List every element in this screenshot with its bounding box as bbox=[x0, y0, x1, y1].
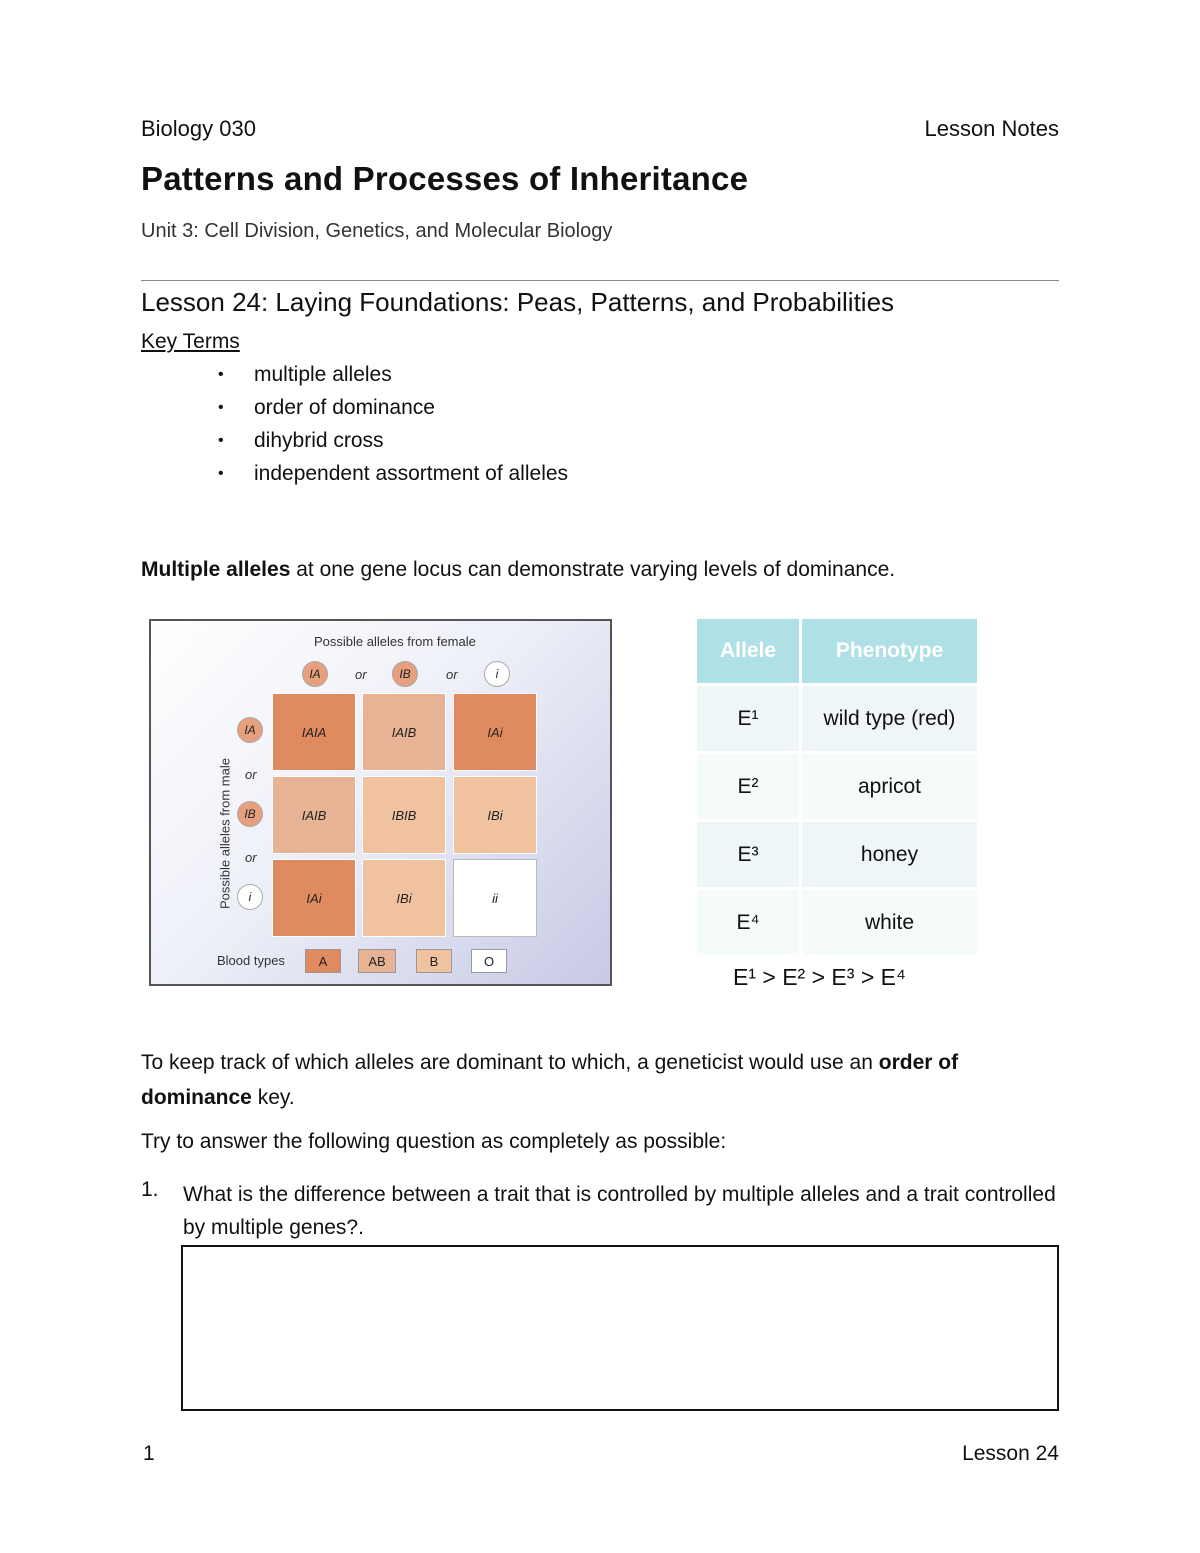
course-name: Biology 030 bbox=[141, 116, 256, 141]
female-alleles-label: Possible alleles from female bbox=[314, 634, 476, 649]
table-row bbox=[697, 753, 977, 821]
bullet: • bbox=[218, 432, 224, 449]
punnett-cell: IBIB bbox=[362, 776, 446, 854]
question-text: What is the difference between a trait that is controlled by multiple alleles and a trait controlled by multiple genes?. bbox=[183, 1183, 1056, 1239]
table-row bbox=[697, 889, 977, 956]
term: independent assortment of alleles bbox=[254, 462, 569, 485]
punnett-cell: IAi bbox=[272, 859, 356, 937]
document-type: Lesson Notes bbox=[924, 116, 1059, 141]
bullet: • bbox=[218, 399, 224, 416]
or-label: or bbox=[245, 767, 257, 782]
page-number: 1 bbox=[143, 1442, 155, 1465]
page-title: Patterns and Processes of Inheritance bbox=[141, 160, 749, 197]
unit-subtitle: Unit 3: Cell Division, Genetics, and Molecular Biology bbox=[141, 220, 613, 242]
answer-box[interactable] bbox=[181, 1245, 1059, 1411]
divider bbox=[141, 280, 1059, 281]
punnett-cell: IBi bbox=[453, 776, 537, 854]
table-row bbox=[697, 685, 977, 753]
or-label: or bbox=[446, 667, 458, 682]
key-terms-list bbox=[218, 360, 568, 492]
list-item bbox=[218, 393, 568, 426]
list-item bbox=[218, 426, 568, 459]
dominance-part2: key. bbox=[251, 1086, 295, 1109]
allele-cell: E² bbox=[697, 753, 801, 821]
male-allele-i: i bbox=[237, 884, 263, 910]
punnett-square-figure bbox=[149, 619, 612, 986]
footer-lesson: Lesson 24 bbox=[962, 1442, 1059, 1465]
table-row bbox=[697, 821, 977, 889]
list-item bbox=[218, 459, 568, 492]
allele-table bbox=[697, 619, 977, 955]
allele-cell: E⁴ bbox=[697, 889, 801, 956]
dominance-bold: order of dominance bbox=[141, 1051, 959, 1109]
phenotype-cell: apricot bbox=[801, 753, 978, 821]
or-label: or bbox=[355, 667, 367, 682]
bullet: • bbox=[218, 465, 224, 482]
column-header: Allele bbox=[697, 619, 801, 685]
punnett-cell: IAIB bbox=[362, 693, 446, 771]
punnett-cell: IAIB bbox=[272, 776, 356, 854]
term: dihybrid cross bbox=[254, 429, 384, 452]
lesson-title: Lesson 24: Laying Foundations: Peas, Patterns, and Probabilities bbox=[141, 287, 895, 317]
column-header: Phenotype bbox=[801, 619, 978, 685]
list-item bbox=[218, 360, 568, 393]
female-allele-IA: IA bbox=[302, 661, 328, 687]
phenotype-cell: honey bbox=[801, 821, 978, 889]
phenotype-cell: wild type (red) bbox=[801, 685, 978, 753]
allele-cell: E³ bbox=[697, 821, 801, 889]
dominance-paragraph bbox=[141, 1045, 1061, 1115]
intro-rest: at one gene locus can demonstrate varying levels of dominance. bbox=[290, 558, 896, 581]
male-allele-IB: IB bbox=[237, 801, 263, 827]
allele-cell: E¹ bbox=[697, 685, 801, 753]
female-allele-IB: IB bbox=[392, 661, 418, 687]
intro-bold: Multiple alleles bbox=[141, 558, 291, 581]
blood-type-swatch: O bbox=[471, 949, 507, 973]
punnett-cell: IAIA bbox=[272, 693, 356, 771]
punnett-cell: IBi bbox=[362, 859, 446, 937]
male-allele-IA: IA bbox=[237, 717, 263, 743]
phenotype-cell: white bbox=[801, 889, 978, 956]
table-header-row bbox=[697, 619, 977, 685]
bullet: • bbox=[218, 366, 224, 383]
female-allele-i: i bbox=[484, 661, 510, 687]
order-of-dominance: E¹ > E² > E³ > E⁴ bbox=[733, 964, 906, 990]
term: order of dominance bbox=[254, 396, 435, 419]
key-terms-heading: Key Terms bbox=[141, 330, 240, 353]
question-number: 1. bbox=[141, 1178, 159, 1201]
or-label: or bbox=[245, 850, 257, 865]
intro-paragraph bbox=[141, 558, 895, 582]
dominance-part1: To keep track of which alleles are dominant to which, a geneticist would use an bbox=[141, 1051, 879, 1074]
blood-types-label: Blood types bbox=[217, 953, 285, 968]
punnett-cell: ii bbox=[453, 859, 537, 937]
blood-type-swatch: B bbox=[416, 949, 452, 973]
blood-type-swatch: A bbox=[305, 949, 341, 973]
instruction-text: Try to answer the following question as completely as possible: bbox=[141, 1130, 727, 1153]
term: multiple alleles bbox=[254, 363, 392, 386]
punnett-cell: IAi bbox=[453, 693, 537, 771]
blood-type-swatch: AB bbox=[358, 949, 396, 973]
male-alleles-label: Possible alleles from male bbox=[217, 758, 233, 910]
